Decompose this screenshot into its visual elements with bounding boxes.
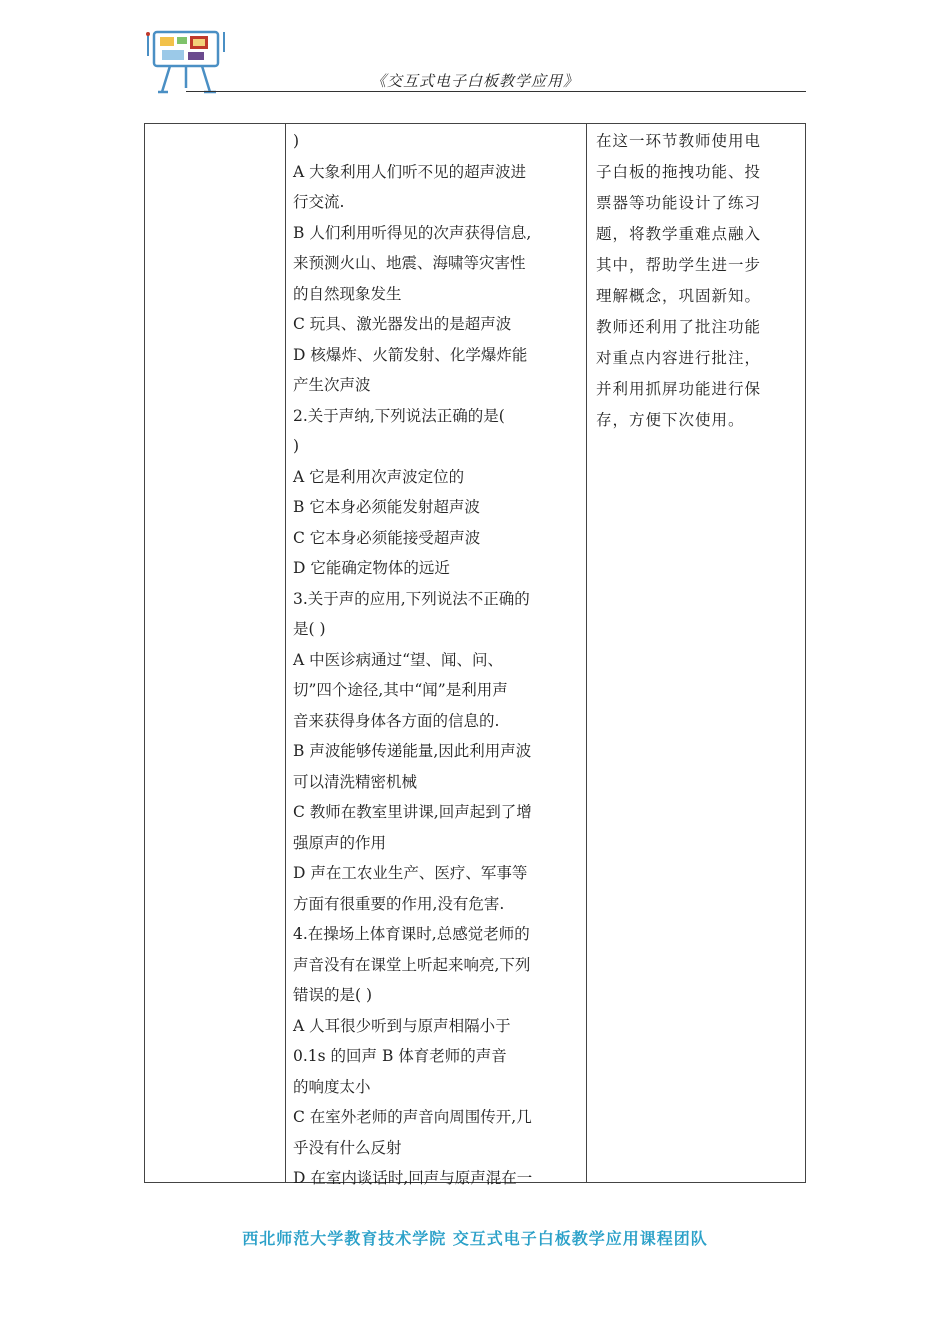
note-line: 子白板的拖拽功能、投 — [596, 163, 762, 181]
lesson-table — [144, 123, 806, 1187]
exercise-line: 是( ) — [293, 620, 326, 638]
exercise-line: 0.1s 的回声 B 体育老师的声音 — [293, 1047, 507, 1065]
exercise-line: 可以清洗精密机械 — [293, 772, 418, 791]
note-line: 存，方便下次使用。 — [596, 411, 745, 429]
table-cell-right — [586, 124, 805, 1182]
exercise-line: A 人耳很少听到与原声相隔小于 — [293, 1016, 511, 1035]
header-divider — [186, 91, 806, 92]
exercise-line: D 它能确定物体的远近 — [293, 559, 450, 577]
whiteboard-logo-icon — [140, 26, 232, 96]
exercise-line: 3.关于声的应用,下列说法不正确的 — [293, 589, 530, 608]
exercise-line: 音来获得身体各方面的信息的. — [293, 711, 500, 730]
exercise-line: 产生次声波 — [293, 376, 371, 394]
note-line: 教师还利用了批注功能 — [596, 318, 762, 336]
note-line: 其中，帮助学生进一步 — [596, 256, 762, 274]
exercise-line: 强原声的作用 — [293, 833, 387, 852]
exercise-line: 来预测火山、地震、海啸等灾害性 — [293, 254, 526, 272]
note-line: 票器等功能设计了练习 — [596, 194, 762, 212]
exercise-line: 切”四个途径,其中“闻”是利用声 — [293, 681, 508, 699]
exercise-line: D 核爆炸、火箭发射、化学爆炸能 — [293, 345, 528, 364]
exercise-line: A 大象利用人们听不见的超声波进 — [293, 162, 527, 181]
exercise-line: 的自然现象发生 — [293, 284, 402, 303]
exercise-line: D 在室内谈话时,回声与原声混在一 — [293, 1169, 533, 1187]
exercise-line: 声音没有在课堂上听起来响亮,下列 — [293, 955, 531, 974]
exercise-line: A 它是利用次声波定位的 — [293, 467, 465, 486]
teaching-notes — [596, 126, 796, 436]
exercise-line: C 它本身必须能接受超声波 — [293, 528, 481, 547]
note-line: 对重点内容进行批注， — [596, 349, 762, 367]
exercise-line: B 人们利用听得见的次声获得信息, — [293, 223, 532, 242]
exercise-line: 的响度太小 — [293, 1077, 371, 1096]
exercise-line: 方面有很重要的作用,没有危害. — [293, 894, 505, 913]
exercise-line: 错误的是( ) — [293, 986, 373, 1004]
exercise-line: 乎没有什么反射 — [293, 1138, 402, 1157]
exercise-line: 2.关于声纳,下列说法正确的是( — [293, 406, 505, 425]
note-line: 在这一环节教师使用电 — [596, 132, 762, 150]
note-line: 理解概念，巩固新知。 — [596, 287, 762, 305]
table-cell-middle — [285, 124, 587, 1187]
exercise-line: C 玩具、激光器发出的是超声波 — [293, 315, 512, 333]
exercise-content — [293, 126, 555, 1194]
exercise-line: C 教师在教室里讲课,回声起到了增 — [293, 803, 532, 821]
note-line: 题，将教学重难点融入 — [596, 225, 762, 243]
table-cell-left — [145, 124, 286, 1182]
exercise-line: A 中医诊病通过“望、闻、问、 — [293, 650, 504, 669]
exercise-line: 4.在操场上体育课时,总感觉老师的 — [293, 925, 530, 943]
exercise-line: B 它本身必须能发射超声波 — [293, 498, 480, 516]
exercise-line: C 在室外老师的声音向周围传开,几 — [293, 1108, 532, 1126]
note-line: 并利用抓屏功能进行保 — [596, 380, 762, 398]
exercise-line: ) — [293, 437, 300, 455]
exercise-line: D 声在工农业生产、医疗、军事等 — [293, 864, 528, 882]
header-title: 《交互式电子白板教学应用》 — [370, 72, 579, 90]
exercise-line: ) — [293, 132, 300, 150]
footer-team: 西北师范大学教育技术学院 交互式电子白板教学应用课程团队 — [242, 1229, 708, 1248]
exercise-line: 行交流. — [293, 193, 345, 211]
exercise-line: B 声波能够传递能量,因此利用声波 — [293, 742, 532, 760]
